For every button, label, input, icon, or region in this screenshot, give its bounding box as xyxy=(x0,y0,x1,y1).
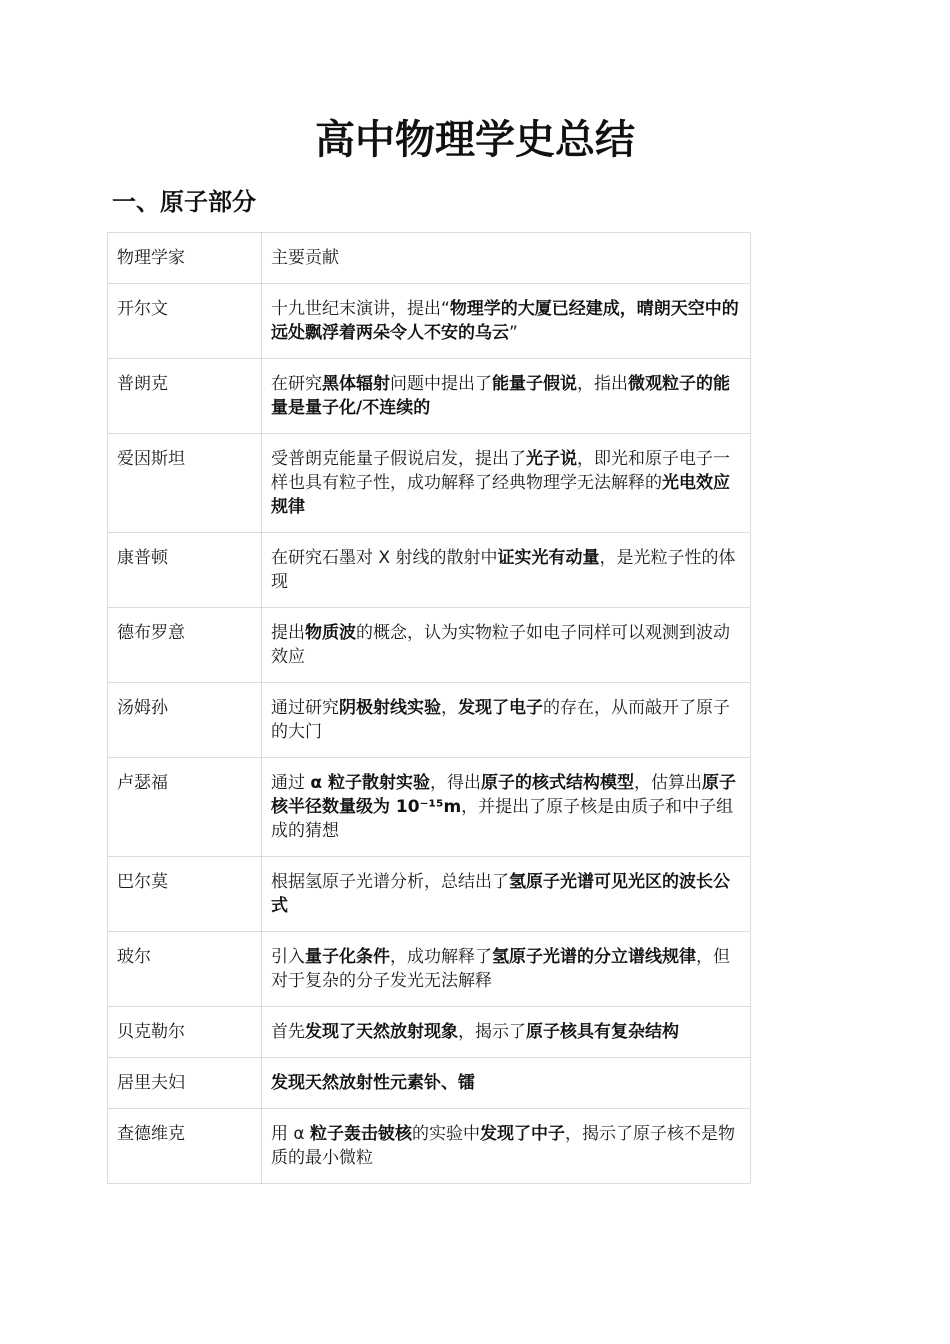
contribution-text xyxy=(262,359,751,434)
table-row xyxy=(108,932,751,1007)
highlight-text: 光子说 xyxy=(526,449,577,469)
highlight-text: 物质波 xyxy=(305,623,356,643)
plain-text: 首先 xyxy=(271,1022,305,1042)
header-physicist: 物理学家 xyxy=(108,233,262,284)
highlight-text: 原子核半径数量级为 10⁻¹⁵m xyxy=(271,773,737,817)
contribution-text xyxy=(262,1058,751,1109)
highlight-text: 发现了天然放射现象 xyxy=(305,1022,458,1042)
highlight-text: 黑体辐射 xyxy=(322,374,390,394)
table-row xyxy=(108,608,751,683)
plain-text: 通过 xyxy=(271,773,311,793)
highlight-text: 粒子轰击铍核 xyxy=(310,1124,413,1144)
plain-text: ，即光和原子电子一样也具有粒子性，成功解释了经典物理学无法解释的 xyxy=(271,449,730,493)
contribution-text xyxy=(262,857,751,932)
plain-text: ， xyxy=(441,698,458,718)
plain-text: 引入 xyxy=(271,947,305,967)
physicist-name: 爱因斯坦 xyxy=(108,434,262,533)
contribution-text xyxy=(262,683,751,758)
contribution-text xyxy=(262,1109,751,1184)
section-heading: 一、原子部分 xyxy=(112,188,256,216)
table-row xyxy=(108,683,751,758)
highlight-text: 能量子假说 xyxy=(492,374,577,394)
highlight-text: 阴极射线实验 xyxy=(339,698,441,718)
table-row xyxy=(108,284,751,359)
plain-text: 十九世纪末演讲，提出“ xyxy=(271,299,450,319)
highlight-text: 证实光有动量 xyxy=(497,548,600,568)
contribution-text xyxy=(262,533,751,608)
contribution-text xyxy=(262,284,751,359)
plain-text: ，成功解释了 xyxy=(390,947,492,967)
plain-text: 受普朗克能量子假说启发，提出了 xyxy=(271,449,526,469)
physicist-name: 卢瑟福 xyxy=(108,758,262,857)
plain-text: 在研究石墨对 X 射线的散射中 xyxy=(271,548,498,568)
highlight-text: 光电效应规律 xyxy=(271,473,730,517)
highlight-text: 发现了电子 xyxy=(458,698,543,718)
plain-text: 提出 xyxy=(271,623,305,643)
plain-text: ，并提出了原子核是由质子和中子组成的猜想 xyxy=(271,797,734,841)
physicist-name: 玻尔 xyxy=(108,932,262,1007)
highlight-text: 发现了中子 xyxy=(480,1124,566,1144)
plain-text: 的实验中 xyxy=(412,1124,481,1144)
table-row xyxy=(108,758,751,857)
table-row xyxy=(108,857,751,932)
highlight-text: 原子的核式结构模型 xyxy=(481,773,635,793)
highlight-text: 微观粒子的能量是量子化/不连续的 xyxy=(271,374,730,418)
contribution-text xyxy=(262,608,751,683)
highlight-text: α 粒子散射实验 xyxy=(310,773,431,793)
highlight-text: 氢原子光谱的分立谱线规律 xyxy=(492,947,696,967)
table-row xyxy=(108,533,751,608)
plain-text: 通过研究 xyxy=(271,698,339,718)
physicist-name: 查德维克 xyxy=(108,1109,262,1184)
plain-text: 用 α xyxy=(271,1124,311,1144)
plain-text: 在研究 xyxy=(271,374,322,394)
contribution-text xyxy=(262,434,751,533)
plain-text: 问题中提出了 xyxy=(390,374,492,394)
physicist-name: 开尔文 xyxy=(108,284,262,359)
highlight-text: 发现天然放射性元素钋、镭 xyxy=(271,1073,475,1093)
plain-text: ，但对于复杂的分子发光无法解释 xyxy=(271,947,730,991)
contribution-text xyxy=(262,1007,751,1058)
plain-text: ，揭示了原子核不是物质的最小微粒 xyxy=(271,1124,736,1168)
physicist-name: 普朗克 xyxy=(108,359,262,434)
plain-text: 的概念，认为实物粒子如电子同样可以观测到波动效应 xyxy=(271,623,730,667)
plain-text: ，得出 xyxy=(430,773,482,793)
physicists-table xyxy=(107,232,751,1184)
plain-text: ，是光粒子性的体现 xyxy=(271,548,736,592)
plain-text: ” xyxy=(509,323,518,343)
physicist-name: 德布罗意 xyxy=(108,608,262,683)
highlight-text: 原子核具有复杂结构 xyxy=(526,1022,679,1042)
table-body xyxy=(108,233,751,1184)
plain-text: 的存在，从而敲开了原子的大门 xyxy=(271,698,730,742)
table-row xyxy=(108,359,751,434)
table-row xyxy=(108,1007,751,1058)
table-row xyxy=(108,434,751,533)
contribution-text xyxy=(262,758,751,857)
page-title: 高中物理学史总结 xyxy=(315,117,635,163)
contribution-text xyxy=(262,932,751,1007)
table-row xyxy=(108,1058,751,1109)
highlight-text: 氢原子光谱可见光区的波长公式 xyxy=(271,872,730,916)
plain-text: 根据氢原子光谱分析，总结出了 xyxy=(271,872,509,892)
plain-text: ，揭示了 xyxy=(458,1022,526,1042)
physicist-name: 汤姆孙 xyxy=(108,683,262,758)
physicist-name: 居里夫妇 xyxy=(108,1058,262,1109)
table-header-row xyxy=(108,233,751,284)
physicist-name: 贝克勒尔 xyxy=(108,1007,262,1058)
physicist-name: 康普顿 xyxy=(108,533,262,608)
plain-text: ，估算出 xyxy=(634,773,703,793)
highlight-text: 量子化条件 xyxy=(305,947,390,967)
header-contribution: 主要贡献 xyxy=(262,233,751,284)
physicist-name: 巴尔莫 xyxy=(108,857,262,932)
table-row xyxy=(108,1109,751,1184)
plain-text: ，指出 xyxy=(577,374,628,394)
highlight-text: 物理学的大厦已经建成，晴朗天空中的远处飘浮着两朵令人不安的乌云 xyxy=(271,299,739,343)
